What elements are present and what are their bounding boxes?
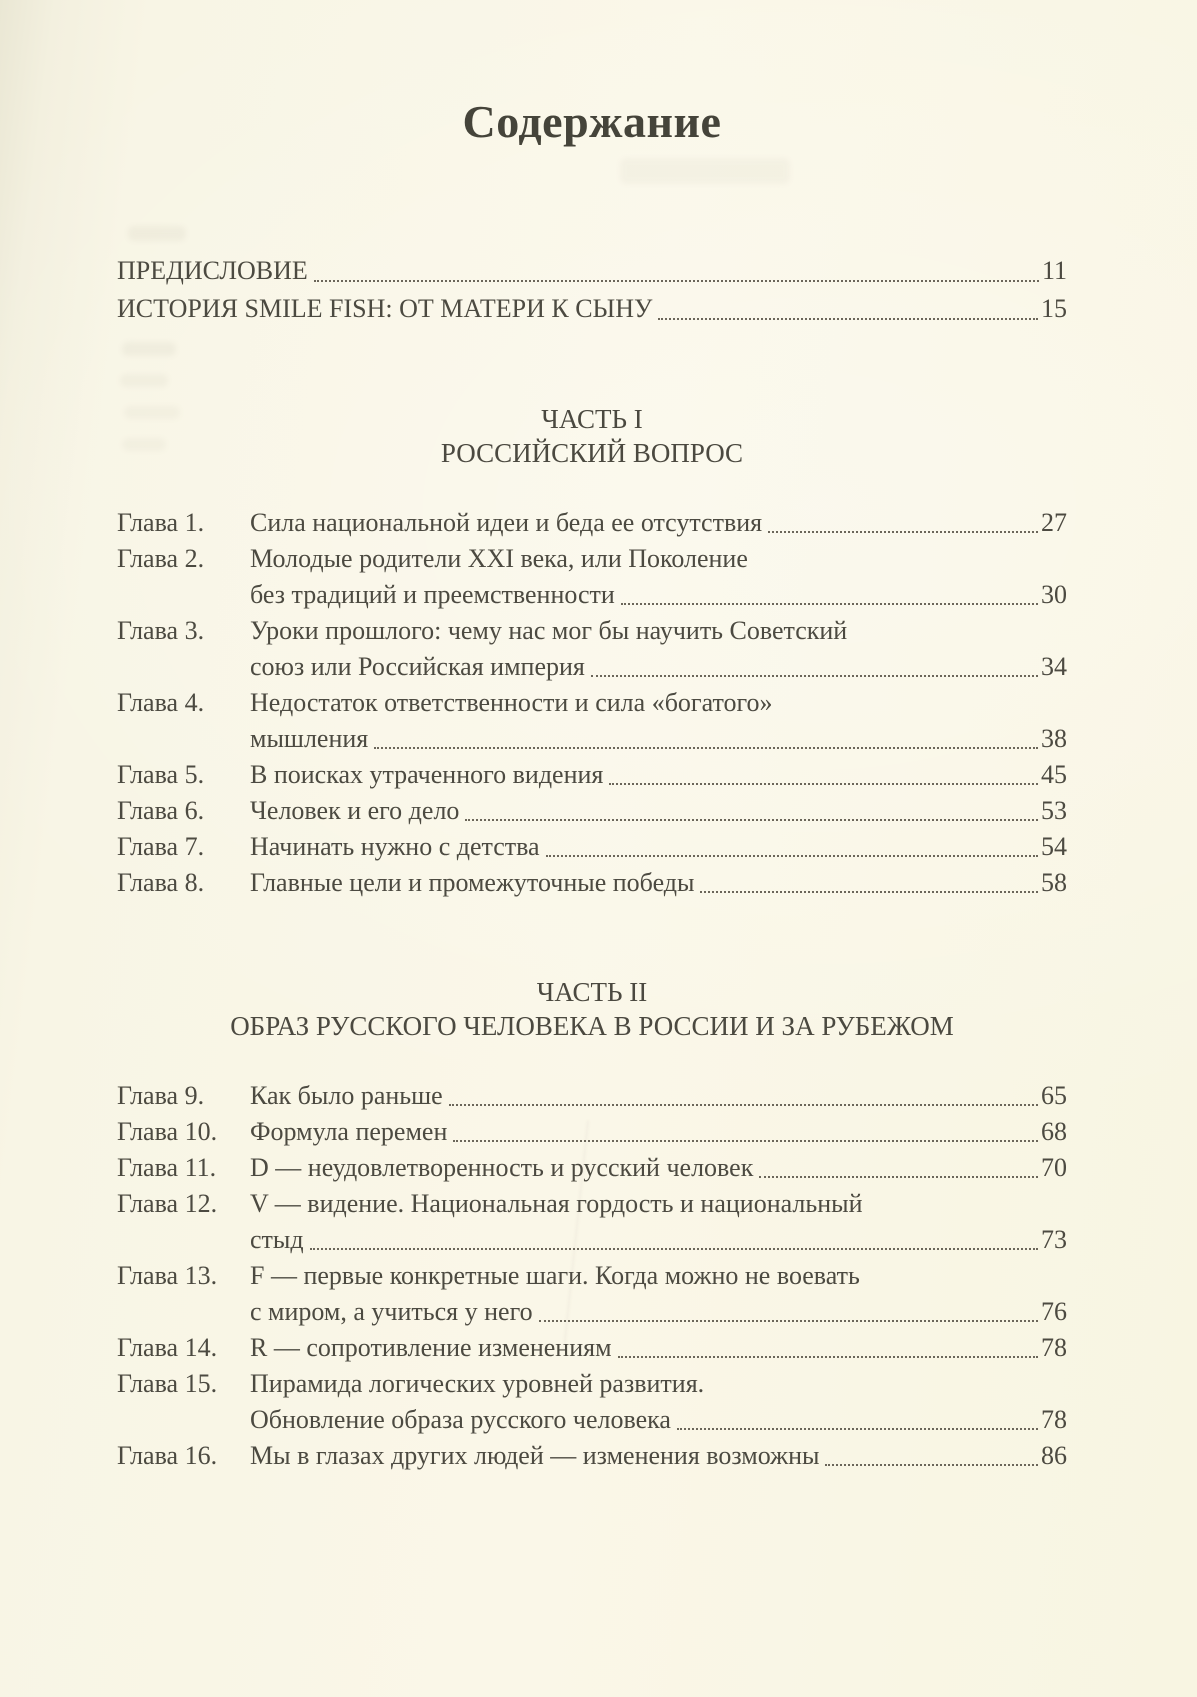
dot-leader xyxy=(546,855,1038,857)
toc-entry xyxy=(117,505,1067,541)
entry-title: ИСТОРИЯ SMILE FISH: ОТ МАТЕРИ К СЫНУ xyxy=(117,294,653,323)
chapter-label: Глава 8. xyxy=(117,868,205,897)
page-number: 73 xyxy=(1041,1225,1067,1254)
chapter-label: Глава 11. xyxy=(117,1153,217,1182)
page-number: 78 xyxy=(1041,1405,1067,1434)
dot-leader xyxy=(825,1464,1038,1466)
page-number: 38 xyxy=(1041,724,1067,753)
dot-leader xyxy=(449,1104,1038,1106)
dot-leader xyxy=(374,747,1038,749)
dot-leader xyxy=(314,280,1039,282)
chapter-label: Глава 12. xyxy=(117,1189,218,1218)
toc-entry xyxy=(117,252,1067,290)
page-number: 78 xyxy=(1041,1333,1067,1362)
chapter-list xyxy=(117,505,1067,901)
dot-leader xyxy=(453,1140,1038,1142)
entry-title: Молодые родители XXI века, или Поколение xyxy=(250,544,748,573)
entry-title: Пирамида логических уровней развития. xyxy=(250,1369,705,1398)
entry-title: Сила национальной идеи и беда ее отсутствия xyxy=(250,508,763,537)
dot-leader xyxy=(700,891,1038,893)
entry-title: Мы в глазах других людей — изменения возможны xyxy=(250,1441,820,1470)
dot-leader xyxy=(310,1248,1038,1250)
toc-parts xyxy=(117,402,1067,1474)
page-number: 53 xyxy=(1041,796,1067,825)
toc-entry xyxy=(117,1294,1067,1330)
entry-title: В поисках утраченного видения xyxy=(250,760,604,789)
entry-title: ПРЕДИСЛОВИЕ xyxy=(117,256,308,285)
page-number: 30 xyxy=(1041,580,1067,609)
part-heading-line: ОБРАЗ РУССКОГО ЧЕЛОВЕКА В РОССИИ И ЗА РУБЕЖОМ xyxy=(230,1011,954,1041)
page-number: 54 xyxy=(1041,832,1067,861)
dot-leader xyxy=(621,603,1038,605)
chapter-label: Глава 10. xyxy=(117,1117,218,1146)
entry-title: Как было раньше xyxy=(250,1081,443,1110)
entry-title: Формула перемен xyxy=(250,1117,448,1146)
page-number: 15 xyxy=(1041,294,1067,323)
toc-entry xyxy=(117,865,1067,901)
scan-artifact xyxy=(120,374,168,387)
chapter-label: Глава 13. xyxy=(117,1261,218,1290)
entry-title: без традиций и преемственности xyxy=(250,580,615,609)
toc-entry xyxy=(117,541,1067,577)
entry-title: Главные цели и промежуточные победы xyxy=(250,868,695,897)
toc-entry xyxy=(117,829,1067,865)
chapter-list xyxy=(117,1078,1067,1474)
part-heading-line: ЧАСТЬ II xyxy=(536,977,648,1007)
entry-title: Недостаток ответственности и сила «богатого» xyxy=(250,688,773,717)
entry-title: Уроки прошлого: чему нас мог бы научить Советский xyxy=(250,616,848,645)
chapter-label: Глава 2. xyxy=(117,544,205,573)
entry-title: F — первые конкретные шаги. Когда можно не воевать xyxy=(250,1261,860,1290)
entry-title: Обновление образа русского человека xyxy=(250,1405,671,1434)
toc-entry xyxy=(117,721,1067,757)
scan-artifact xyxy=(128,226,186,241)
page-number: 34 xyxy=(1041,652,1067,681)
toc-entry xyxy=(117,1258,1067,1294)
toc-entry xyxy=(117,1438,1067,1474)
entry-title: с миром, а учиться у него xyxy=(250,1297,533,1326)
entry-title: Начинать нужно с детства xyxy=(250,832,540,861)
toc-entry xyxy=(117,1150,1067,1186)
page-number: 76 xyxy=(1041,1297,1067,1326)
entry-title: Человек и его дело xyxy=(250,796,460,825)
chapter-label: Глава 7. xyxy=(117,832,205,861)
toc-entry xyxy=(117,757,1067,793)
toc-entry xyxy=(117,1402,1067,1438)
page-number: 70 xyxy=(1041,1153,1067,1182)
toc-entry xyxy=(117,613,1067,649)
page-number: 68 xyxy=(1041,1117,1067,1146)
page-number: 27 xyxy=(1041,508,1067,537)
front-matter-list xyxy=(117,252,1067,328)
entry-title: союз или Российская империя xyxy=(250,652,585,681)
scan-artifact xyxy=(620,158,790,184)
dot-leader xyxy=(465,819,1038,821)
part-heading xyxy=(117,975,1067,1043)
entry-title: V — видение. Национальная гордость и национальный xyxy=(250,1189,863,1218)
toc-entry xyxy=(117,290,1067,328)
page-number: 45 xyxy=(1041,760,1067,789)
entry-title: мышления xyxy=(250,724,369,753)
toc-entry xyxy=(117,1114,1067,1150)
toc-entry xyxy=(117,1366,1067,1402)
dot-leader xyxy=(768,531,1038,533)
dot-leader xyxy=(539,1320,1038,1322)
toc-entry xyxy=(117,649,1067,685)
page-number: 86 xyxy=(1041,1441,1067,1470)
page-title: Содержание xyxy=(462,96,722,147)
chapter-label: Глава 1. xyxy=(117,508,205,537)
chapter-label: Глава 4. xyxy=(117,688,205,717)
toc-entry xyxy=(117,1186,1067,1222)
entry-title: R — сопротивление изменениям xyxy=(250,1333,612,1362)
toc-entry xyxy=(117,1222,1067,1258)
toc-entry xyxy=(117,685,1067,721)
toc-entry xyxy=(117,1330,1067,1366)
toc-entry xyxy=(117,793,1067,829)
dot-leader xyxy=(618,1356,1038,1358)
toc-entry xyxy=(117,1078,1067,1114)
chapter-label: Глава 5. xyxy=(117,760,205,789)
dot-leader xyxy=(759,1176,1038,1178)
chapter-label: Глава 6. xyxy=(117,796,205,825)
chapter-label: Глава 14. xyxy=(117,1333,218,1362)
entry-title: D — неудовлетворенность и русский человек xyxy=(250,1153,754,1182)
toc-entry xyxy=(117,577,1067,613)
entry-title: стыд xyxy=(250,1225,304,1254)
chapter-label: Глава 15. xyxy=(117,1369,218,1398)
part-heading xyxy=(117,402,1067,470)
page-number: 65 xyxy=(1041,1081,1067,1110)
page-number: 58 xyxy=(1041,868,1067,897)
part-heading-line: РОССИЙСКИЙ ВОПРОС xyxy=(440,438,744,468)
dot-leader xyxy=(591,675,1038,677)
scan-artifact xyxy=(122,342,176,356)
chapter-label: Глава 3. xyxy=(117,616,205,645)
chapter-label: Глава 9. xyxy=(117,1081,205,1110)
page-number: 11 xyxy=(1041,256,1067,285)
chapter-label: Глава 16. xyxy=(117,1441,218,1470)
part-heading-line: ЧАСТЬ I xyxy=(541,404,643,434)
dot-leader xyxy=(677,1428,1038,1430)
dot-leader xyxy=(658,318,1038,320)
dot-leader xyxy=(609,783,1038,785)
